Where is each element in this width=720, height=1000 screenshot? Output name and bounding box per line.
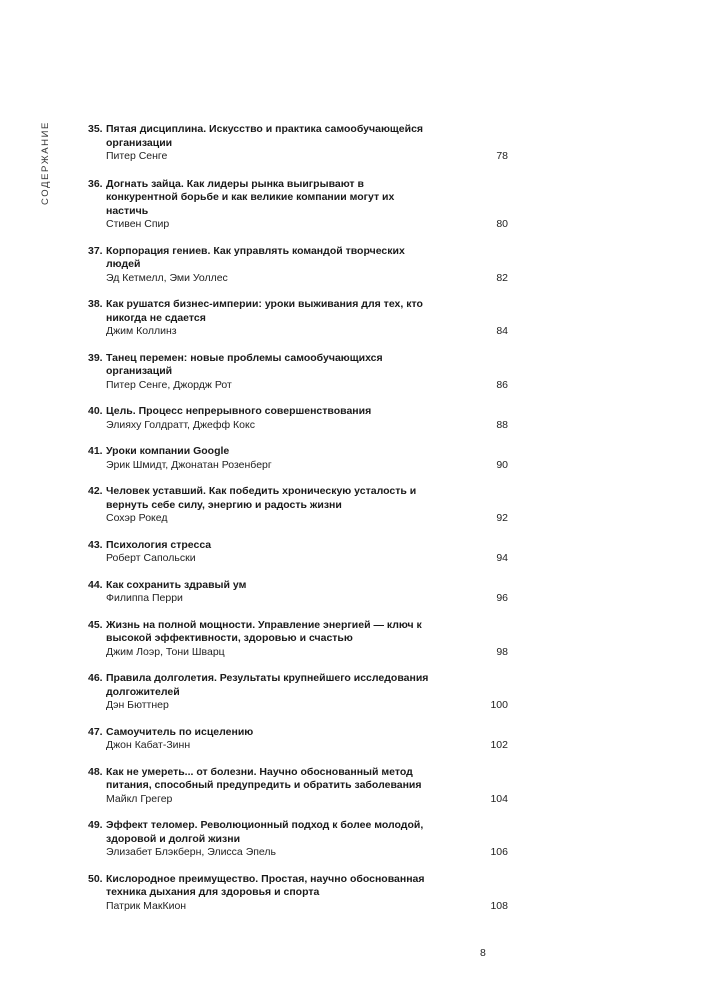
toc-entry-50[interactable]: [88, 873, 508, 914]
entry-author: Джим Лоэр, Тони Шварц: [106, 645, 225, 658]
entry-number: 37.: [88, 244, 103, 257]
entry-number: 48.: [88, 765, 103, 778]
entry-number: 42.: [88, 485, 103, 497]
toc-entry-41[interactable]: [88, 445, 508, 472]
toc-entry-36[interactable]: [88, 178, 508, 232]
entry-author: Элияху Голдратт, Джефф Кокс: [106, 418, 255, 431]
entry-title: Эффект теломер. Революционный подход к более молодой, здоровой и долгой жизни: [106, 819, 424, 845]
toc-entry-47[interactable]: [88, 726, 508, 753]
entry-number: 39.: [88, 351, 103, 364]
entry-number: 43.: [88, 538, 103, 551]
toc-entry-48[interactable]: [88, 766, 508, 807]
entry-title: Корпорация гениев. Как управлять командой творческих людей: [106, 244, 405, 270]
entry-author: Элизабет Блэкберн, Элисса Эпель: [106, 846, 277, 858]
entry-page: 80: [496, 218, 508, 230]
entry-number: 40.: [88, 405, 103, 417]
toc-entry-40[interactable]: [88, 405, 508, 432]
entry-number: 50.: [88, 872, 103, 885]
entry-number: 36.: [88, 177, 103, 190]
toc-entry-44[interactable]: [88, 579, 508, 606]
entry-number: 38.: [88, 298, 103, 310]
toc-entry-46[interactable]: [88, 672, 508, 713]
toc-entry-49[interactable]: [88, 819, 508, 860]
entry-title: Цель. Процесс непрерывного совершенствования: [106, 405, 372, 417]
toc-entry-43[interactable]: [88, 539, 508, 566]
entry-page: 104: [490, 792, 508, 805]
entry-title: Догнать зайца. Как лидеры рынка выигрывают в конкурентной борьбе и как великие компании могут их настичь: [106, 177, 395, 217]
entry-page: 94: [496, 552, 508, 564]
toc-entry-38[interactable]: [88, 298, 508, 339]
entry-number: 49.: [88, 819, 103, 831]
entry-page: 96: [496, 592, 508, 604]
entry-title: Психология стресса: [106, 538, 212, 551]
entry-title: Уроки компании Google: [106, 445, 230, 457]
toc-entry-39[interactable]: [88, 352, 508, 393]
entry-number: 45.: [88, 618, 103, 631]
entry-number: 35.: [88, 123, 103, 135]
entry-title: Пятая дисциплина. Искусство и практика самообучающейся организации: [106, 123, 424, 149]
toc-entry-35[interactable]: [88, 123, 508, 164]
entry-page: 86: [496, 378, 508, 391]
entry-title: Как сохранить здравый ум: [106, 578, 247, 591]
entry-page: 82: [496, 271, 508, 284]
entry-page: 84: [496, 325, 508, 337]
entry-number: 44.: [88, 578, 103, 591]
entry-page: 90: [496, 458, 508, 471]
entry-title: Кислородное преимущество. Простая, научно обоснованная техника дыхания для здоровья и спорта: [106, 872, 425, 898]
entry-page: 98: [496, 645, 508, 658]
toc-entry-37[interactable]: [88, 245, 508, 286]
entry-author: Джим Коллинз: [106, 325, 177, 337]
entry-author: Филиппа Перри: [106, 592, 183, 604]
entry-author: Майкл Грегер: [106, 792, 173, 805]
entry-author: Стивен Спир: [106, 218, 170, 230]
entry-title: Человек уставший. Как победить хроническую усталость и вернуть себе силу, энергию и радость жизни: [106, 485, 417, 511]
toc-entry-45[interactable]: [88, 619, 508, 660]
entry-number: 41.: [88, 445, 103, 457]
entry-author: Роберт Сапольски: [106, 552, 196, 564]
entry-page: 102: [490, 739, 508, 751]
entry-page: 108: [490, 899, 508, 912]
entry-author: Эрик Шмидт, Джонатан Розенберг: [106, 458, 272, 471]
entry-title: Как рушатся бизнес-империи: уроки выживания для тех, кто никогда не сдается: [106, 298, 423, 324]
entry-page: 78: [496, 150, 508, 162]
entry-author: Питер Сенге, Джордж Рот: [106, 378, 232, 391]
entry-title: Жизнь на полной мощности. Управление энергией — ключ к высокой эффективности, здоровью и счастью: [106, 618, 422, 644]
entry-title: Самоучитель по исцелению: [106, 725, 254, 738]
entry-number: 46.: [88, 672, 103, 684]
table-of-contents: [88, 123, 508, 913]
entry-author: Питер Сенге: [106, 150, 168, 162]
entry-author: Эд Кетмелл, Эми Уоллес: [106, 271, 228, 284]
entry-page: 88: [496, 418, 508, 431]
entry-page: 100: [490, 699, 508, 711]
page-number: 8: [480, 947, 486, 959]
entry-number: 47.: [88, 725, 103, 738]
entry-title: Как не умереть... от болезни. Научно обоснованный метод питания, способный предупредить и обратить заболевания: [106, 765, 422, 791]
entry-title: Танец перемен: новые проблемы самообучающихся организаций: [106, 351, 383, 377]
toc-entry-42[interactable]: [88, 485, 508, 526]
entry-page: 92: [496, 512, 508, 524]
section-label: СОДЕРЖАНИЕ: [40, 121, 51, 205]
entry-page: 106: [490, 846, 508, 858]
entry-author: Дэн Бюттнер: [106, 699, 169, 711]
entry-author: Джон Кабат-Зинн: [106, 739, 191, 751]
entry-author: Сохэр Рокед: [106, 512, 168, 524]
entry-author: Патрик МакКион: [106, 899, 187, 912]
entry-title: Правила долголетия. Результаты крупнейшего исследования долгожителей: [106, 672, 429, 698]
